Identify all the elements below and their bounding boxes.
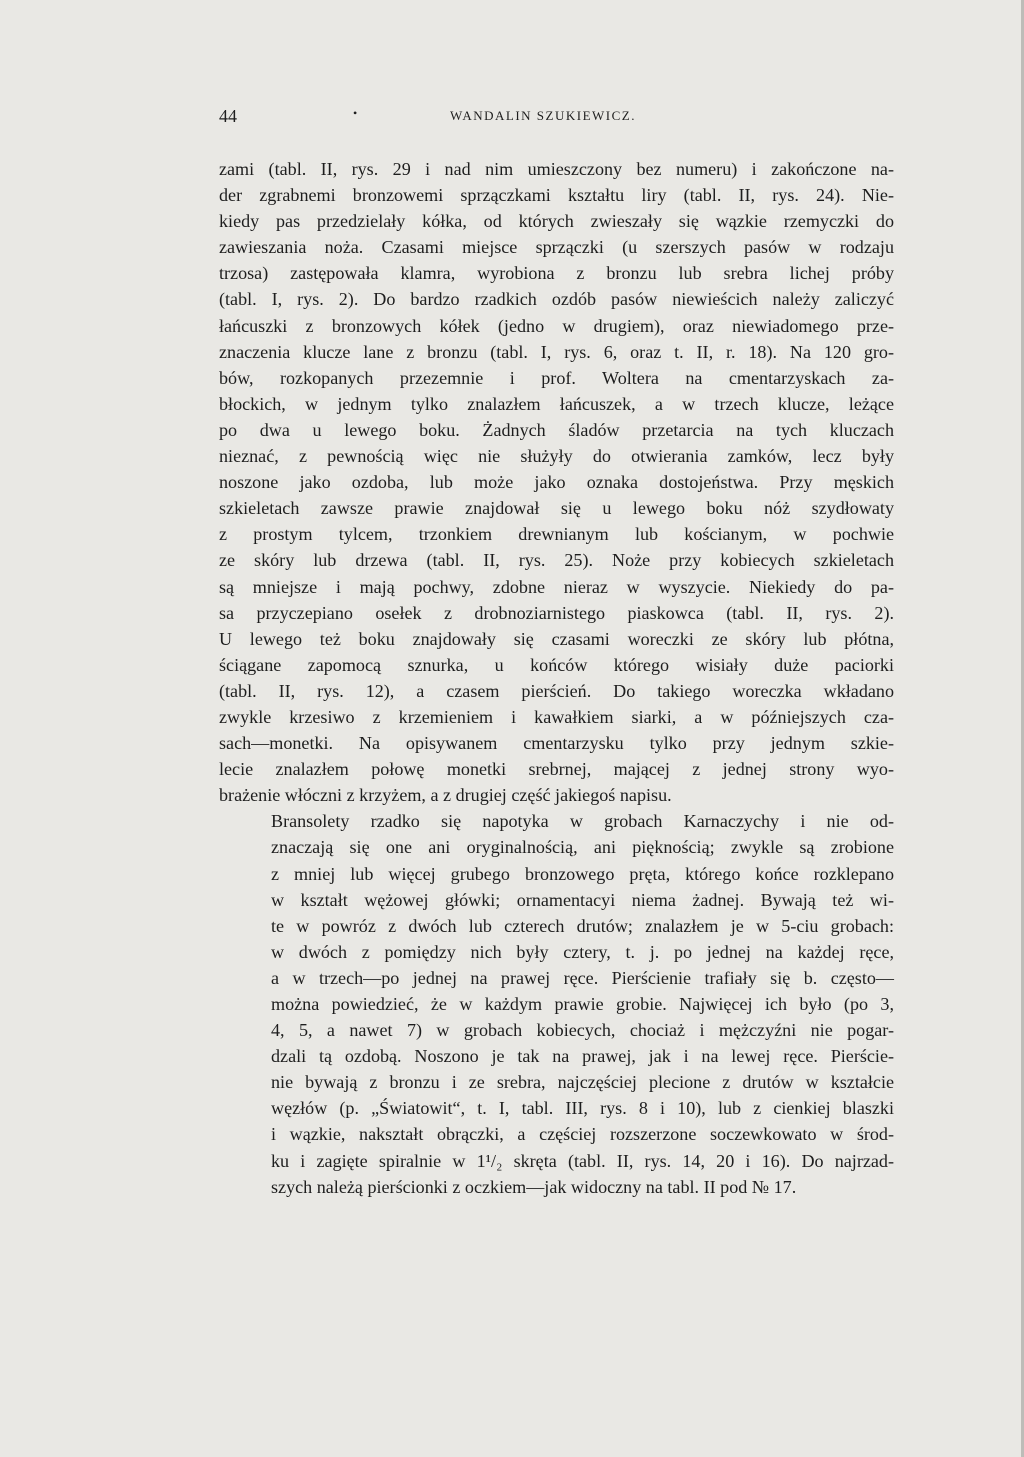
header-ornament: • (353, 106, 358, 120)
text-line: w dwóch z pomiędzy nich były cztery, t. j. po jednej na każdej ręce, (271, 941, 894, 962)
text-line: szkieletach zawsze prawie znajdował się u lewego boku nóż szydłowaty (219, 498, 894, 519)
text-line: trzosa) zastępowała klamra, wyrobiona z bronzu lub srebra lichej próby (219, 263, 894, 284)
text-line: 4, 5, a nawet 7) w grobach kobiecych, chociaż i mężczyźni nie pogar- (271, 1020, 894, 1041)
text-line: dzali tą ozdobą. Noszono je tak na prawej, jak i na lewej ręce. Pierście- (271, 1046, 894, 1067)
body-text (219, 156, 894, 1200)
text-line: ze skóry lub drzewa (tabl. II, rys. 25). Noże przy kobiecych szkieletach (219, 550, 894, 571)
text-line: węzłów (p. „Światowit“, t. I, tabl. III, rys. 8 i 10), lub z cienkiej blaszki (271, 1098, 894, 1119)
text-line: Bransolety rzadko się napotyka w grobach Karnaczychy i nie od- (271, 811, 894, 832)
text-line: i wązkie, nakształt obrączki, a częściej rozszerzone soczewkowato w środ- (271, 1124, 894, 1145)
text-line: ku i zagięte spiralnie w 1¹/₂ skręta (tabl. II, rys. 14, 20 i 16). Do najrzad- (271, 1150, 894, 1171)
text-line: bów, rozkopanych przezemnie i prof. Woltera na cmentarzyskach za- (219, 367, 894, 388)
text-line: U lewego też boku znajdowały się czasami woreczki ze skóry lub płótna, (219, 628, 894, 649)
text-line: brażenie włóczni z krzyżem, a z drugiej część jakiegoś napisu. (219, 785, 672, 806)
text-line: sa przyczepiano osełek z drobnoziarnistego piaskowca (tabl. II, rys. 2). (219, 602, 894, 623)
text-line: lecie znalazłem połowę monetki srebrnej, mającej z jednej strony wyo- (219, 759, 894, 780)
text-line: zwykle krzesiwo z krzemieniem i kawałkiem siarki, a w późniejszych cza- (219, 706, 894, 727)
text-line: z mniej lub więcej grubego bronzowego pręta, którego końce rozklepano (271, 863, 894, 884)
text-line: zawieszania noża. Czasami miejsce sprzączki (u szerszych pasów w rodzaju (219, 237, 894, 258)
text-line: z prostym tylcem, trzonkiem drewnianym lub kościanym, w pochwie (219, 524, 894, 545)
page-header (219, 106, 894, 130)
paragraph (219, 156, 894, 808)
text-line: błockich, w jednym tylko znalazłem łańcuszek, a w trzech klucze, leżące (219, 393, 894, 414)
page-number: 44 (219, 106, 237, 126)
text-line: znaczenia klucze lane z bronzu (tabl. I, rys. 6, oraz t. II, r. 18). Na 120 gro- (219, 341, 894, 362)
text-line: ściągane zapomocą sznurka, u końców którego wisiały duże paciorki (219, 654, 894, 675)
text-line: sach—monetki. Na opisywanem cmentarzysku tylko przy jednym szkie- (219, 733, 894, 754)
paragraph (219, 808, 894, 1199)
text-line: szych należą pierścionki z oczkiem—jak widoczny na tabl. II pod № 17. (271, 1176, 797, 1197)
text-line: zami (tabl. II, rys. 29 i nad nim umieszczony bez numeru) i zakończone na- (219, 159, 894, 179)
text-line: w kształt wężowej główki; ornamentacyi niema żadnej. Bywają też wi- (271, 889, 894, 910)
text-line: po dwa u lewego boku. Żadnych śladów przetarcia na tych kluczach (219, 419, 894, 440)
text-line: znaczają się one ani oryginalnością, ani pięknością; zwykle są zrobione (271, 837, 894, 858)
text-line: są mniejsze i mają pochwy, zdobne nieraz w wyszycie. Niekiedy do pa- (219, 576, 894, 597)
text-line: (tabl. I, rys. 2). Do bardzo rzadkich ozdób pasów niewieścich należy zaliczyć (219, 289, 894, 310)
text-line: te w powróz z dwóch lub czterech drutów; znalazłem je w 5-ciu grobach: (271, 915, 894, 936)
text-line: nieznać, z pewnością więc nie służyły do otwierania zamków, lecz były (219, 446, 894, 467)
text-line: noszone jako ozdoba, lub może jako oznaka dostojeństwa. Przy męskich (219, 472, 894, 493)
text-line: nie bywają z bronzu i ze srebra, najczęściej plecione z drutów w kształcie (271, 1072, 894, 1093)
text-line: der zgrabnemi bronzowemi sprzączkami kształtu liry (tabl. II, rys. 24). Nie- (219, 185, 894, 206)
text-line: łańcuszki z bronzowych kółek (jedno w drugiem), oraz niewiadomego prze- (219, 315, 894, 336)
running-head: WANDALIN SZUKIEWICZ. (450, 108, 636, 123)
text-line: (tabl. II, rys. 12), a czasem pierścień. Do takiego woreczka wkładano (219, 680, 894, 701)
text-line: można powiedzieć, że w każdym prawie grobie. Najwięcej ich było (po 3, (271, 994, 894, 1014)
text-line: a w trzech—po jednej na prawej ręce. Pierścienie trafiały się b. często— (271, 967, 894, 988)
text-line: kiedy pas przedzielały kółka, od których zwieszały się wązkie rzemyczki do (219, 211, 894, 232)
